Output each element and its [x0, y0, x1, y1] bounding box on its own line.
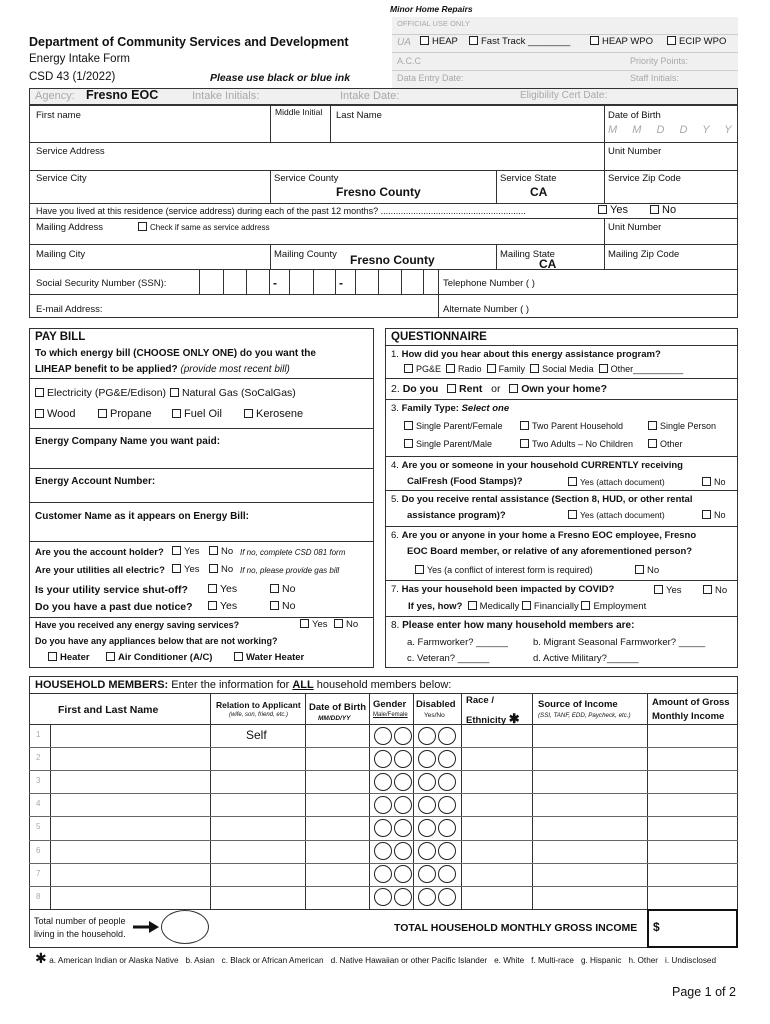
q3-text: Family Type: [401, 403, 459, 414]
row-number: 8 [36, 891, 41, 901]
kerosene-checkbox[interactable] [244, 409, 253, 418]
utilities-no-checkbox[interactable] [209, 564, 218, 573]
q5-yes-checkbox[interactable] [568, 510, 577, 519]
ink-note: Please use black or blue ink [210, 72, 351, 84]
service-state-value[interactable]: CA [530, 185, 548, 199]
q2-own-label: Own your home? [521, 383, 608, 395]
male-circle[interactable] [374, 865, 392, 883]
male-circle[interactable] [374, 773, 392, 791]
household-title: HOUSEHOLD MEMBERS: [35, 679, 169, 691]
row-number: 2 [36, 753, 41, 763]
eligibility-cert-label: Eligibility Cert Date: [520, 90, 608, 101]
form-code: CSD 43 (1/2022) [29, 71, 116, 83]
water-heater-label: Water Heater [246, 652, 305, 663]
q8-text: Please enter how many household members are: [402, 620, 635, 631]
q6-text: Are you or anyone in your home a Fresno EOC employee, Fresno [401, 530, 697, 541]
ecip-wpo-label: ECIP WPO [679, 36, 727, 47]
data-entry-date-label: Data Entry Date: [397, 73, 464, 83]
energy-account-label: Energy Account Number: [35, 476, 156, 487]
male-circle[interactable] [374, 819, 392, 837]
q3-spf-checkbox[interactable] [404, 421, 413, 430]
race-option: c. Black or African American [221, 956, 324, 965]
questionnaire-title: QUESTIONNAIRE [391, 331, 487, 343]
lived-no-label: No [662, 204, 677, 216]
propane-label: Propane [110, 408, 152, 420]
shutoff-no-label: No [282, 583, 296, 595]
race-option: i. Undisclosed [665, 956, 717, 965]
total-income-label: TOTAL HOUSEHOLD MONTHLY GROSS INCOME [394, 922, 638, 934]
department-title: Department of Community Services and Development [29, 35, 349, 49]
pay-bill-q1-note: (provide most recent bill) [180, 364, 290, 375]
first-name-label: First name [36, 110, 81, 121]
holder-yes-checkbox[interactable] [172, 546, 181, 555]
q3-two-parent-checkbox[interactable] [520, 421, 529, 430]
q7-number: 7. [391, 584, 399, 595]
pastdue-q: Do you have a past due notice? [35, 601, 193, 613]
q7-no-label: No [715, 585, 728, 596]
mailing-state-value[interactable]: CA [539, 257, 557, 271]
q8b[interactable]: b. Migrant Seasonal Farmworker? _____ [533, 637, 706, 648]
fuel-oil-label: Fuel Oil [184, 408, 222, 420]
fuel-oil-checkbox[interactable] [172, 409, 181, 418]
heap-checkbox[interactable] [420, 36, 429, 45]
q1-family-label: Family [498, 364, 526, 374]
q1-radio-checkbox[interactable] [446, 364, 455, 373]
q6-yes-label: Yes (a conflict of interest form is required) [427, 565, 593, 575]
heater-label: Heater [60, 652, 90, 663]
propane-checkbox[interactable] [98, 409, 107, 418]
q7-financially-checkbox[interactable] [522, 601, 531, 610]
mailing-zip-label: Mailing Zip Code [608, 249, 680, 260]
q5-yes-label: Yes (attach document) [580, 510, 665, 520]
kerosene-label: Kerosene [256, 408, 304, 420]
col-income-src-header: Source of Income [538, 699, 618, 710]
wood-checkbox[interactable] [35, 409, 44, 418]
total-income-input[interactable] [647, 909, 738, 948]
q2-rent-checkbox[interactable] [447, 384, 456, 393]
q7-yes-checkbox[interactable] [654, 585, 663, 594]
q3-two-adults-checkbox[interactable] [520, 439, 529, 448]
page-number: Page 1 of 2 [672, 985, 736, 999]
customer-name-label: Customer Name as it appears on Energy Bill: [35, 511, 249, 522]
race-option: f. Multi-race [531, 956, 574, 965]
race-option: d. Native Hawaiian or other Pacific Islander [330, 956, 488, 965]
race-option: b. Asian [185, 956, 215, 965]
q5-no-checkbox[interactable] [702, 510, 711, 519]
row-number: 1 [36, 730, 41, 739]
race-option: h. Other [628, 956, 659, 965]
q3-other-label: Other [660, 439, 683, 449]
pay-bill-title: PAY BILL [35, 331, 86, 343]
q6-no-checkbox[interactable] [635, 565, 644, 574]
saving-yes-checkbox[interactable] [300, 619, 309, 628]
disabled-no-circle[interactable] [438, 819, 456, 837]
disabled-yes-circle[interactable] [418, 750, 436, 768]
col-gender-sub: Male/Female [373, 712, 408, 718]
disabled-yes-circle[interactable] [418, 773, 436, 791]
last-name-label: Last Name [336, 110, 382, 121]
mailing-county-label: Mailing County [274, 249, 337, 260]
q2-text: Do you [402, 383, 439, 395]
q4-yes-checkbox[interactable] [568, 477, 577, 486]
utilities-q: Are your utilities all electric? [35, 565, 165, 576]
disabled-no-circle[interactable] [438, 727, 456, 745]
utilities-yes-checkbox[interactable] [172, 564, 181, 573]
q1-social-checkbox[interactable] [530, 364, 539, 373]
q8a[interactable]: a. Farmworker? ______ [407, 637, 508, 648]
q1-text: How did you hear about this energy assistance program? [401, 349, 661, 360]
q4-number: 4. [391, 460, 399, 471]
ssn-label: Social Security Number (SSN): [36, 278, 167, 289]
service-state-label: Service State [500, 173, 557, 184]
heap-label: HEAP [432, 36, 458, 47]
official-use-title: OFFICIAL USE ONLY [397, 19, 470, 28]
row-number: 7 [36, 868, 41, 878]
q4-yes-label: Yes (attach document) [580, 477, 665, 487]
disabled-no-circle[interactable] [438, 865, 456, 883]
natural-gas-label: Natural Gas (SoCalGas) [182, 387, 296, 399]
staff-initials-label: Staff Initials: [630, 73, 679, 83]
race-option: e. White [494, 956, 525, 965]
mailing-address-label: Mailing Address [36, 222, 104, 233]
pay-bill-q1b: LIHEAP benefit to be applied? [35, 364, 178, 375]
q3-spm-label: Single Parent/Male [416, 439, 493, 449]
lived-no-checkbox[interactable] [650, 205, 659, 214]
q7-medically-checkbox[interactable] [468, 601, 477, 610]
acc-label: A.C.C [397, 56, 422, 66]
shutoff-yes-label: Yes [220, 583, 238, 595]
q7-medically-label: Medically [479, 601, 520, 612]
ua-label: UA [397, 37, 411, 48]
q8d[interactable]: d. Active Military?______ [533, 653, 639, 664]
q2-or: or [491, 383, 501, 395]
q8c[interactable]: c. Veteran? ______ [407, 653, 490, 664]
asterisk-icon: ✱ [508, 711, 520, 726]
col-race-header: Race / [466, 695, 494, 706]
q2-own-checkbox[interactable] [509, 384, 518, 393]
utilities-no-label: No [221, 564, 234, 575]
q3-spm-checkbox[interactable] [404, 439, 413, 448]
q5-text: Do you receive rental assistance (Section 8, HUD, or other rental [401, 494, 693, 505]
total-people-label: Total number of people [34, 916, 126, 926]
shutoff-no-checkbox[interactable] [270, 584, 279, 593]
q3-two-parent-label: Two Parent Household [532, 421, 624, 431]
disabled-yes-circle[interactable] [418, 796, 436, 814]
col-disabled-sub: Yes/No [424, 712, 445, 719]
account-holder-q: Are you the account holder? [35, 547, 164, 558]
col-amount-header: Amount of Gross [652, 697, 730, 708]
q7-yes-label: Yes [666, 585, 682, 596]
female-circle[interactable] [394, 865, 412, 883]
q1-social-label: Social Media [542, 364, 594, 374]
mailing-city-label: Mailing City [36, 249, 86, 260]
q1-pge-checkbox[interactable] [404, 364, 413, 373]
q3-two-adults-label: Two Adults – No Children [532, 439, 634, 449]
pay-bill-q1: To which energy bill (CHOOSE ONLY ONE) do you want the [35, 348, 316, 359]
q6-no-label: No [647, 565, 660, 576]
middle-initial-label: Middle Initial [275, 107, 323, 117]
race-footnote [35, 950, 723, 967]
utilities-yes-label: Yes [184, 564, 200, 575]
saving-yes-label: Yes [312, 619, 328, 630]
col-ethnicity-header: Ethnicity [466, 715, 507, 726]
row-relation[interactable]: Self [246, 728, 267, 742]
disabled-yes-circle[interactable] [418, 842, 436, 860]
fast-track-checkbox[interactable] [469, 36, 478, 45]
q1-pge-label: PG&E [416, 364, 442, 374]
q3-other-checkbox[interactable] [648, 439, 657, 448]
q2-rent-label: Rent [459, 383, 483, 395]
male-circle[interactable] [374, 750, 392, 768]
lived-question: Have you lived at this residence (service address) during each of the past 12 months? .......................................................... [36, 206, 526, 216]
household-title-end: household members below: [313, 679, 452, 691]
intake-date-label: Intake Date: [340, 90, 400, 102]
arrow-right-icon [133, 920, 159, 939]
appliance-q: Do you have any appliances below that are not working? [35, 636, 278, 646]
col-gender-header: Gender [373, 699, 407, 710]
service-address-label: Service Address [36, 146, 105, 157]
holder-yes-label: Yes [184, 546, 200, 557]
race-option: g. Hispanic [580, 956, 622, 965]
disabled-yes-circle[interactable] [418, 727, 436, 745]
col-amount-header-b: Monthly Income [652, 711, 725, 722]
saving-q: Have you received any energy saving services? [35, 620, 240, 630]
row-number: 4 [36, 799, 41, 809]
dob-placeholder[interactable]: M M D D Y Y [608, 124, 738, 136]
disabled-yes-circle[interactable] [418, 819, 436, 837]
male-circle[interactable] [374, 796, 392, 814]
heater-checkbox[interactable] [48, 652, 57, 661]
col-dob-sub: MM/DD/YY [318, 715, 351, 722]
saving-no-checkbox[interactable] [334, 619, 343, 628]
row-number: 5 [36, 822, 41, 832]
ecip-wpo-checkbox[interactable] [667, 36, 676, 45]
q1-other-label: Other [610, 364, 634, 374]
q5-text-b: assistance program)? [407, 510, 506, 521]
footnote-asterisk-icon: ✱ [35, 950, 47, 966]
q4-text-b: CalFresh (Food Stamps)? [407, 476, 523, 487]
shutoff-q: Is your utility service shut-off? [35, 584, 188, 596]
q4-no-label: No [714, 477, 726, 487]
dollar-sign: $ [653, 920, 660, 934]
utilities-note: If no, please provide gas bill [240, 566, 340, 575]
male-circle[interactable] [374, 727, 392, 745]
q3-single-person-checkbox[interactable] [648, 421, 657, 430]
pastdue-yes-checkbox[interactable] [208, 601, 217, 610]
ac-label: Air Conditioner (A/C) [118, 652, 213, 663]
saving-no-label: No [346, 619, 359, 630]
q4-no-checkbox[interactable] [702, 477, 711, 486]
electricity-label: Electricity (PG&E/Edison) [47, 387, 167, 399]
col-name-header: First and Last Name [58, 704, 159, 716]
female-circle[interactable] [394, 773, 412, 791]
male-circle[interactable] [374, 842, 392, 860]
q6-yes-checkbox[interactable] [415, 565, 424, 574]
q6-number: 6. [391, 530, 399, 541]
wood-label: Wood [47, 408, 76, 420]
intake-initials-label: Intake Initials: [192, 90, 260, 102]
q1-family-checkbox[interactable] [487, 364, 496, 373]
email-label: E-mail Address: [36, 304, 103, 315]
q7-how: If yes, how? [408, 601, 463, 612]
q1-other-checkbox[interactable] [599, 364, 608, 373]
pastdue-no-checkbox[interactable] [270, 601, 279, 610]
pastdue-yes-label: Yes [220, 600, 238, 612]
heap-wpo-label: HEAP WPO [602, 36, 654, 47]
service-city-label: Service City [36, 173, 87, 184]
female-circle[interactable] [394, 750, 412, 768]
holder-no-checkbox[interactable] [209, 546, 218, 555]
same-address-checkbox[interactable] [138, 222, 147, 231]
q3-select: Select one [461, 403, 510, 414]
q3-spf-label: Single Parent/Female [416, 421, 503, 431]
ac-checkbox[interactable] [106, 652, 115, 661]
form-tag: Minor Home Repairs [390, 4, 473, 14]
col-income-src-sub: (SSI, TANF, EDD, Paycheck, etc.) [538, 712, 631, 719]
energy-company-label: Energy Company Name you want paid: [35, 436, 221, 447]
q8-number: 8. [391, 620, 400, 631]
q5-number: 5. [391, 494, 399, 505]
mailing-county-value[interactable]: Fresno County [350, 253, 435, 267]
mailing-unit-label: Unit Number [608, 222, 662, 233]
row-number: 6 [36, 845, 41, 855]
service-county-label: Service County [274, 173, 339, 184]
agency-value[interactable]: Fresno EOC [86, 88, 159, 102]
female-circle[interactable] [394, 796, 412, 814]
col-relation-sub: (wife, son, friend, etc.) [229, 712, 289, 718]
disabled-no-circle[interactable] [438, 773, 456, 791]
col-relation-header: Relation to Applicant [216, 700, 301, 710]
priority-points-label: Priority Points: [630, 56, 689, 66]
q7-employment-checkbox[interactable] [581, 601, 590, 610]
unit-number-label: Unit Number [608, 146, 662, 157]
q5-no-label: No [714, 510, 726, 520]
dob-label: Date of Birth [608, 110, 661, 121]
lived-yes-checkbox[interactable] [598, 205, 607, 214]
electricity-checkbox[interactable] [35, 388, 44, 397]
q7-financially-label: Financially [533, 601, 579, 612]
q4-text: Are you or someone in your household CURRENTLY receiving [401, 460, 683, 471]
col-disabled-header: Disabled [416, 699, 456, 710]
total-people-input[interactable] [161, 910, 209, 944]
service-zip-label: Service Zip Code [608, 173, 681, 184]
shutoff-yes-checkbox[interactable] [208, 584, 217, 593]
disabled-no-circle[interactable] [438, 750, 456, 768]
lived-yes-label: Yes [610, 204, 628, 216]
same-address-label: Check if same as service address [150, 223, 270, 232]
fast-track-label: Fast Track [481, 36, 526, 47]
heap-wpo-checkbox[interactable] [590, 36, 599, 45]
alt-number-label: Alternate Number ( ) [443, 304, 530, 315]
q3-number: 3. [391, 403, 399, 414]
disabled-no-circle[interactable] [438, 842, 456, 860]
female-circle[interactable] [394, 819, 412, 837]
row-number: 3 [36, 776, 41, 786]
holder-note: If no, complete CSD 081 form [240, 548, 346, 557]
form-name: Energy Intake Form [29, 53, 130, 65]
service-county-value[interactable]: Fresno County [336, 185, 421, 199]
q7-employment-label: Employment [593, 601, 647, 612]
disabled-no-circle[interactable] [438, 796, 456, 814]
race-option: a. American Indian or Alaska Native [49, 956, 179, 965]
q6-text-b: EOC Board member, or relative of any aforementioned person? [407, 546, 693, 557]
total-people-label-b: living in the household. [34, 929, 126, 939]
q1-number: 1. [391, 349, 399, 360]
female-circle[interactable] [394, 842, 412, 860]
female-circle[interactable] [394, 727, 412, 745]
q7-no-checkbox[interactable] [703, 585, 712, 594]
agency-label: Agency: [35, 90, 75, 102]
holder-no-label: No [221, 546, 234, 557]
telephone-label: Telephone Number ( ) [443, 278, 535, 289]
disabled-yes-circle[interactable] [418, 865, 436, 883]
natural-gas-checkbox[interactable] [170, 388, 179, 397]
q1-radio-label: Radio [458, 364, 482, 374]
pastdue-no-label: No [282, 600, 296, 612]
household-title-rest: Enter the information for [171, 679, 293, 691]
col-dob-header: Date of Birth [309, 702, 366, 713]
mailing-state-label: Mailing State [500, 249, 555, 260]
household-title-all: ALL [292, 679, 314, 691]
q2-number: 2. [391, 383, 400, 395]
water-heater-checkbox[interactable] [234, 652, 243, 661]
q3-single-person-label: Single Person [660, 421, 717, 431]
q7-text: Has your household been impacted by COVID? [401, 584, 615, 595]
